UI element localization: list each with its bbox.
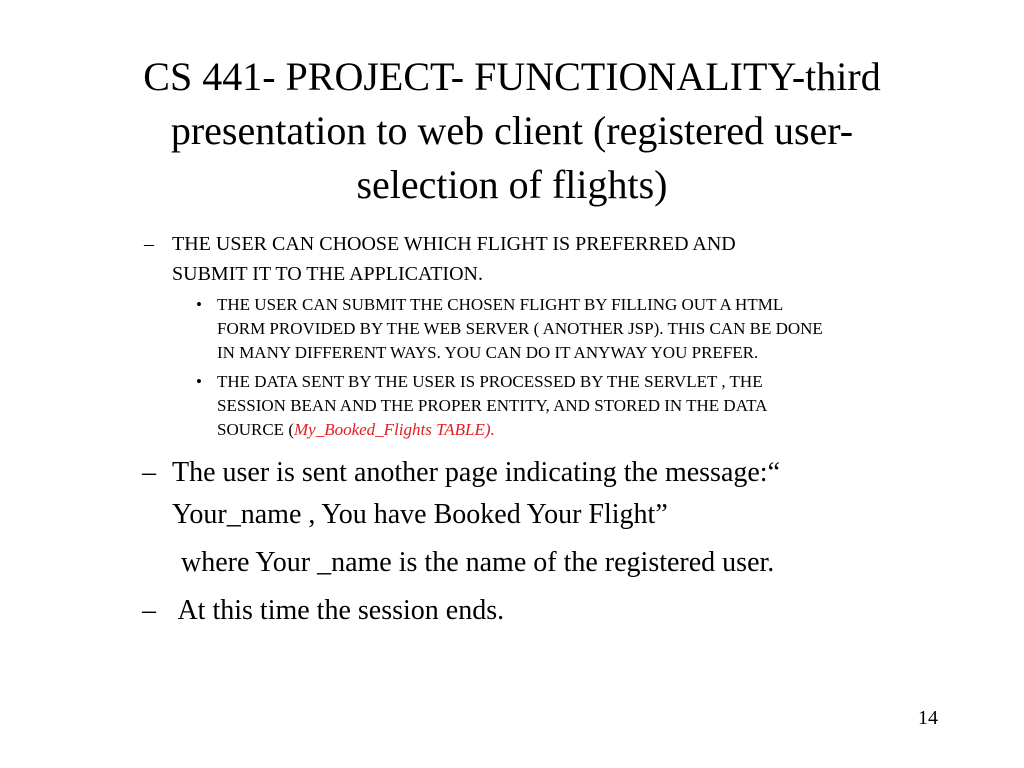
dash-marker: – xyxy=(142,457,156,488)
bullet-text-line: The user is sent another page indicating the message:“ xyxy=(172,457,781,488)
dash-marker: – xyxy=(142,595,156,626)
sub-bullet-data-processed xyxy=(196,370,936,442)
sub-bullet-text-line: FORM PROVIDED BY THE WEB SERVER ( ANOTHER JSP). THIS CAN BE DONE xyxy=(217,319,823,338)
table-name-highlight: My_Booked_Flights TABLE). xyxy=(293,420,495,439)
sub-bullet-text-line: SESSION BEAN AND THE PROPER ENTITY, AND STORED IN THE DATA xyxy=(217,396,768,415)
sub-bullet-text-line xyxy=(217,418,936,442)
sub-bullet-submit-form xyxy=(196,293,936,365)
slide-body xyxy=(0,229,1024,632)
registered-user-note: where Your _name is the name of the registered user. xyxy=(181,547,775,578)
slide-title xyxy=(60,50,964,212)
sub-bullet-text-line: THE USER CAN SUBMIT THE CHOSEN FLIGHT BY FILLING OUT A HTML xyxy=(217,295,784,314)
bullet-text-line: At this time the session ends. xyxy=(172,595,505,626)
page-number: 14 xyxy=(918,707,938,729)
bullet-text-line: THE USER CAN CHOOSE WHICH FLIGHT IS PREFERRED AND xyxy=(172,233,736,255)
sub-bullet-text-line: THE DATA SENT BY THE USER IS PROCESSED BY THE SERVLET , THE xyxy=(217,372,763,391)
bullet-text-line: Your_name , You have Booked Your Flight” xyxy=(172,499,668,530)
source-prefix: SOURCE ( xyxy=(217,420,294,439)
title-line-1: CS 441- PROJECT- FUNCTIONALITY-third xyxy=(143,54,881,99)
bullet-text-line: SUBMIT IT TO THE APPLICATION. xyxy=(172,263,483,285)
title-line-3: selection of flights) xyxy=(356,162,668,207)
sub-bullet-text-line: IN MANY DIFFERENT WAYS. YOU CAN DO IT ANYWAY YOU PREFER. xyxy=(217,343,759,362)
bullet-session-ends xyxy=(142,590,914,632)
dot-marker: • xyxy=(196,295,202,314)
bullet-booking-message xyxy=(142,452,914,536)
dash-marker: – xyxy=(144,233,154,255)
dot-marker: • xyxy=(196,372,202,391)
title-line-2: presentation to web client (registered user- xyxy=(170,108,854,153)
bullet-user-choose-flight xyxy=(144,229,914,289)
